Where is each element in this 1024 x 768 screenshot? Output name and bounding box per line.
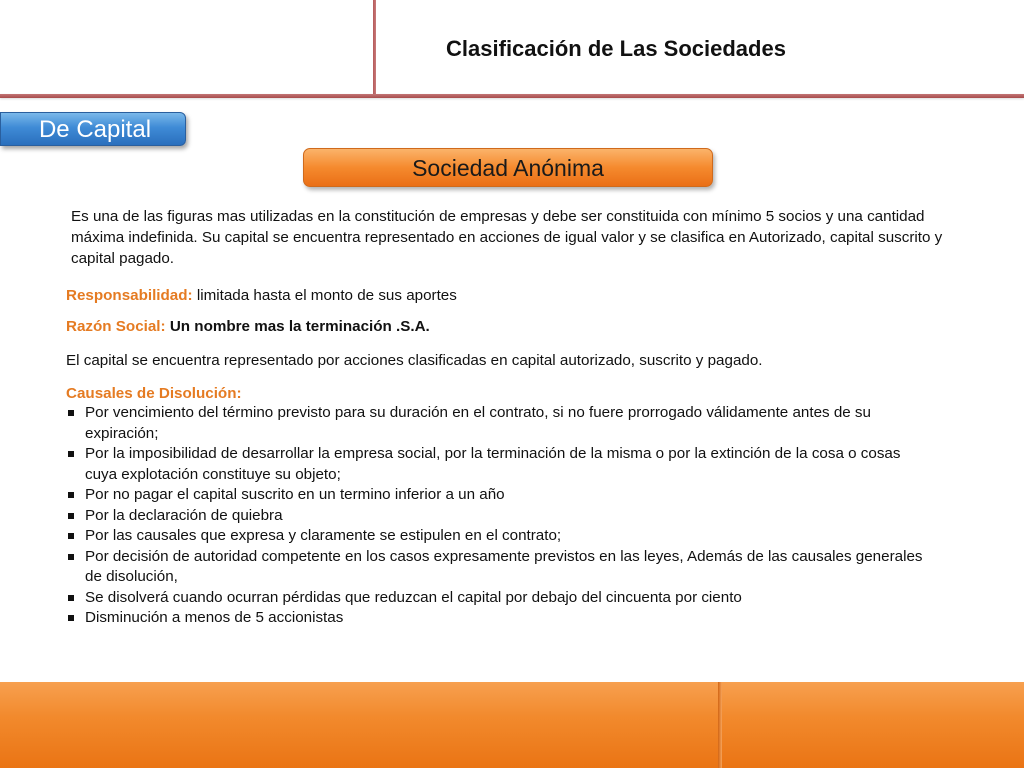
responsabilidad-label: Responsabilidad:: [66, 287, 193, 304]
responsabilidad-line: [66, 286, 457, 306]
bullet-square-icon: [68, 533, 74, 539]
list-item-text: Por las causales que expresa y claramente se estipulen en el contrato;: [85, 527, 562, 544]
list-item-text: Por la imposibilidad de desarrollar la empresa social, por la terminación de la misma o por la extinción de la cosa o cosas cuya explotación constituye su objeto;: [85, 445, 901, 483]
bullet-square-icon: [68, 410, 74, 416]
bullet-square-icon: [68, 554, 74, 560]
list-item: [66, 608, 926, 629]
list-item: [66, 526, 926, 547]
list-item: [66, 547, 926, 588]
responsabilidad-value: limitada hasta el monto de sus aportes: [196, 287, 457, 304]
list-item: [66, 485, 926, 506]
razon-social-value: Un nombre mas la terminación .S.A.: [169, 318, 430, 335]
footer-bar: [0, 682, 1024, 768]
page-title: Clasificación de Las Sociedades: [446, 36, 786, 61]
razon-social-label: Razón Social:: [66, 318, 166, 335]
bullet-square-icon: [68, 615, 74, 621]
list-item-text: Por la declaración de quiebra: [85, 506, 283, 524]
intro-paragraph: Es una de las figuras mas utilizadas en la constitución de empresas y debe ser constituida con mínimo 5 socios y una cantidad máxima indefinida. Su capital se encuentra representado en acciones de igual valor y se clasifica en Autorizado, capital suscrito y capital pagado.: [71, 208, 943, 267]
list-item: [66, 444, 926, 485]
causales-list: [66, 403, 926, 629]
section-label-sociedad-anonima: Sociedad Anónima: [303, 148, 713, 187]
list-item-text: Por no pagar el capital suscrito en un termino inferior a un año: [85, 486, 505, 503]
razon-social-line: [66, 317, 430, 337]
causales-title: Causales de Disolución:: [66, 385, 242, 402]
header-divider-horizontal: [0, 94, 1024, 98]
bullet-square-icon: [68, 513, 74, 519]
capital-paragraph: El capital se encuentra representado por acciones clasificadas en capital autorizado, suscrito y pagado.: [66, 352, 763, 369]
list-item-text: Por vencimiento del término previsto para su duración en el contrato, si no fuere prorrogado válidamente antes de su expiración;: [85, 404, 871, 442]
list-item: [66, 403, 926, 444]
list-item-text: Por decisión de autoridad competente en los casos expresamente previstos en las leyes, Además de las causales generales de disolución,: [85, 547, 923, 585]
list-item-text: Se disolverá cuando ocurran pérdidas que reduzcan el capital por debajo del cincuenta por ciento: [85, 588, 742, 606]
bullet-square-icon: [68, 492, 74, 498]
bullet-square-icon: [68, 595, 74, 601]
list-item: [66, 506, 926, 527]
tab-de-capital: De Capital: [0, 112, 186, 146]
bullet-square-icon: [68, 451, 74, 457]
footer-divider-vertical: [718, 682, 722, 768]
list-item-text: Disminución a menos de 5 accionistas: [85, 609, 344, 626]
list-item: [66, 588, 926, 609]
